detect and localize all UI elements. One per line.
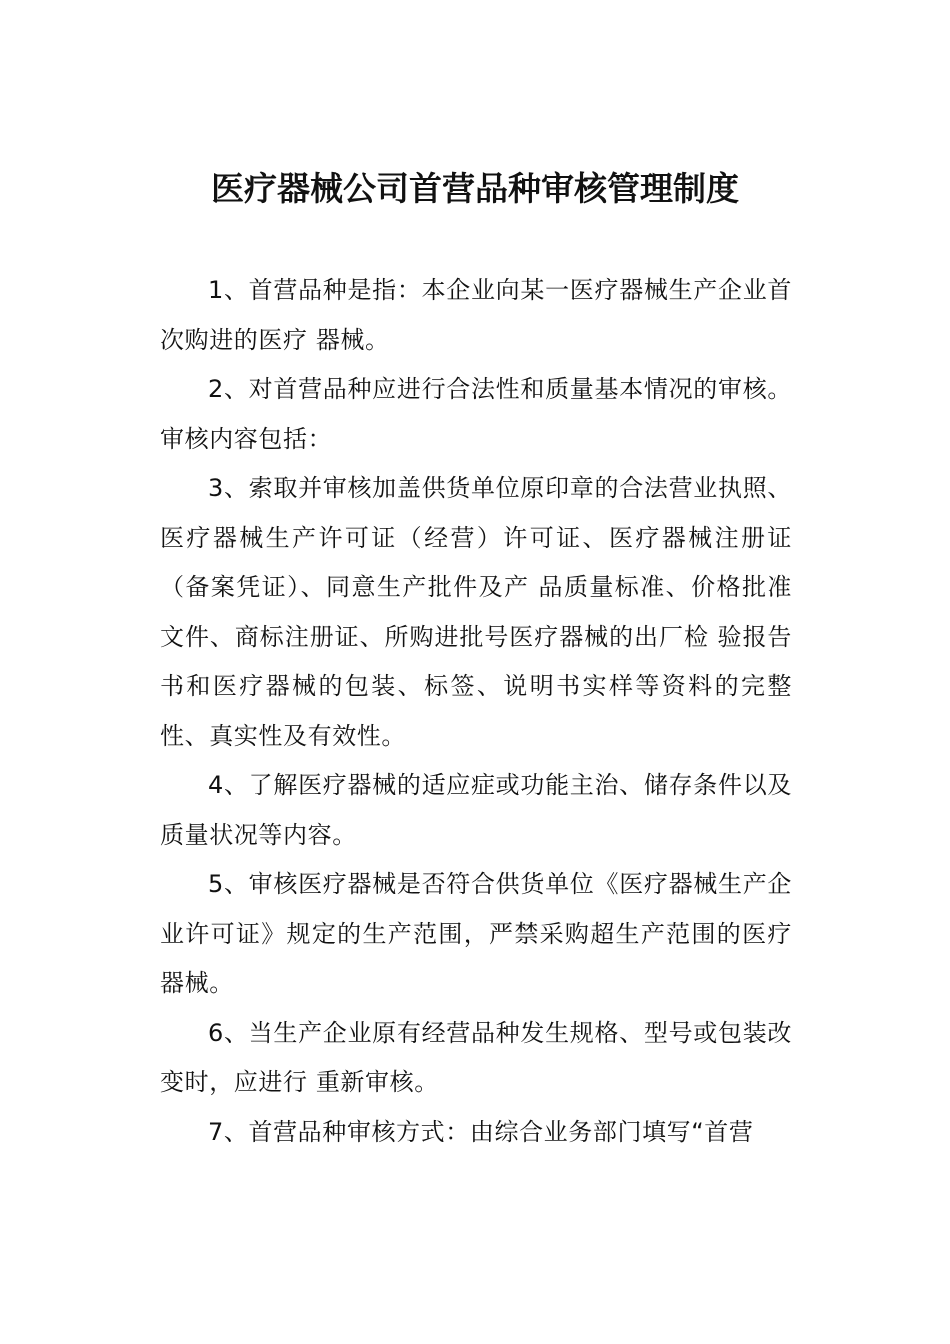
paragraph-3: 3、索取并审核加盖供货单位原印章的合法营业执照、医疗器械生产许可证（经营）许可证、医疗器械注册证（备案凭证）、同意生产批件及产 品质量标准、价格批准文件、商标注册证、所购进批号医疗器械的出厂检 验报告书和医疗器械的包装、标签、说明书实样等资料的完整性、真实性及有效性。	[160, 474, 792, 750]
document-body	[160, 266, 792, 1157]
document-title: 医疗器械公司首营品种审核管理制度	[211, 169, 739, 208]
paragraph-6: 6、当生产企业原有经营品种发生规格、型号或包装改变时，应进行 重新审核。	[160, 1018, 792, 1096]
paragraph-7: 7、首营品种审核方式：由综合业务部门填写“首营	[208, 1117, 754, 1146]
paragraph-4: 4、了解医疗器械的适应症或功能主治、储存条件以及质量状况等内容。	[160, 771, 792, 849]
paragraph-1: 1、首营品种是指：本企业向某一医疗器械生产企业首次购进的医疗 器械。	[160, 276, 792, 354]
paragraph-2: 2、对首营品种应进行合法性和质量基本情况的审核。审核内容包括：	[160, 375, 792, 453]
paragraph-5: 5、审核医疗器械是否符合供货单位《医疗器械生产企业许可证》规定的生产范围，严禁采购超生产范围的医疗器械。	[160, 870, 792, 997]
